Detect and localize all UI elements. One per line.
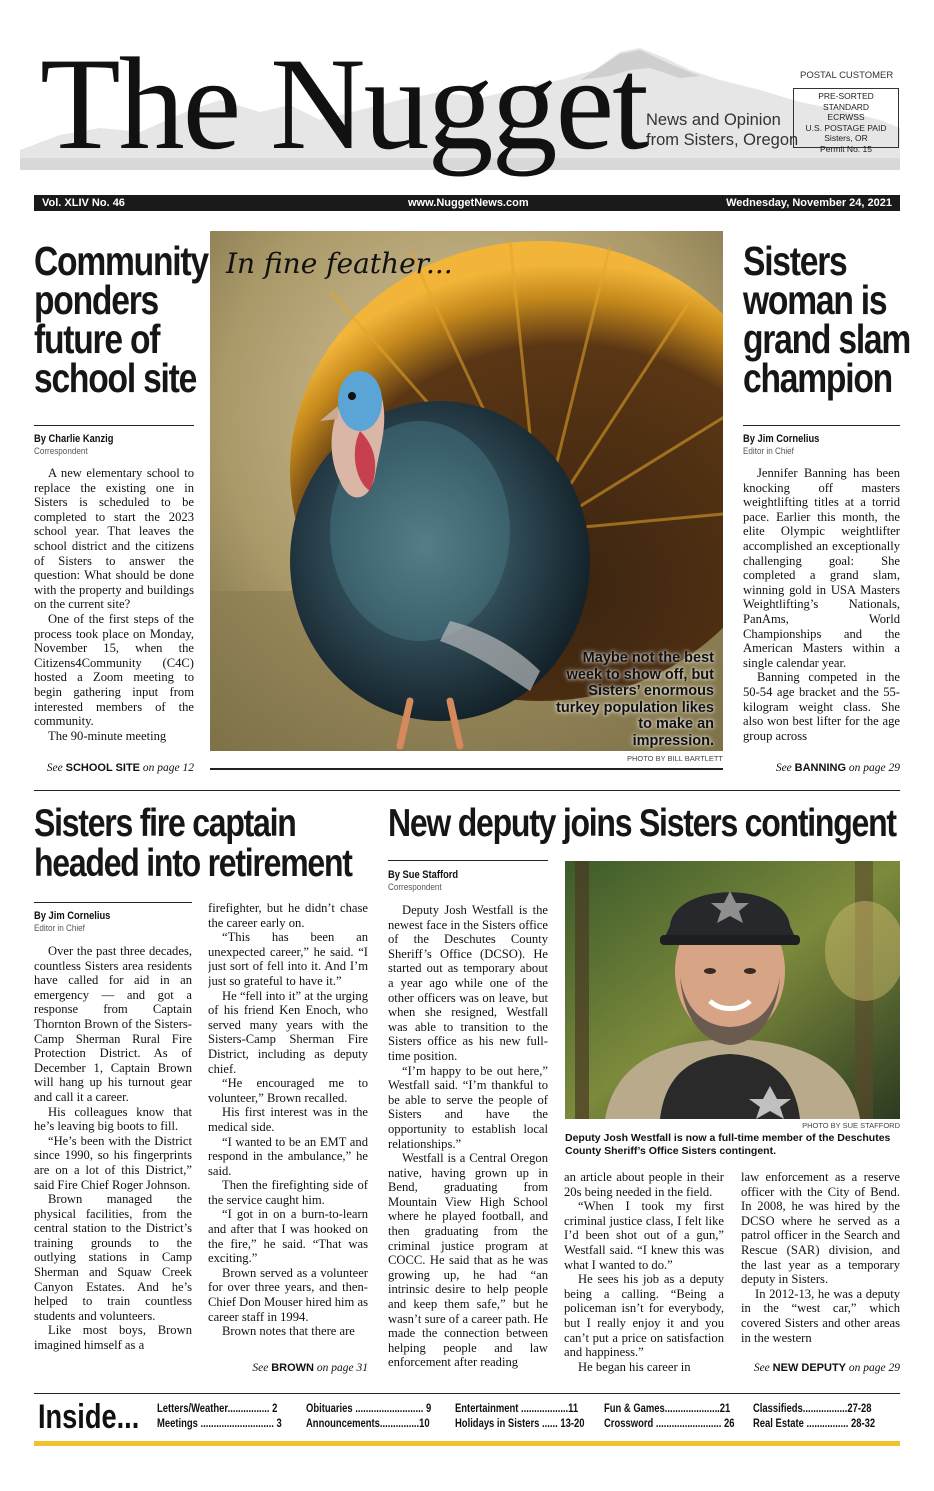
issue-date: Wednesday, November 24, 2021 xyxy=(726,197,892,209)
school-site-byline-role: Correspondent xyxy=(34,446,88,456)
byline-rule xyxy=(34,425,194,426)
new-deputy-body-col1: Deputy Josh Westfall is the newest face in the Sisters office of the Deschutes County Sheriff’s Office (DCSO). He started out as temporary about a year ago while one of the other officers was on leave, but when she resigned, Westfall was able to transition to the Sisters office as his new full-time position. “I’m happy to be out here,” Westfall said. “I’m thankful to be able to serve the people of Sisters and have the opportunity to establish local relationships.” Westfall is a Central Oregon native, having grown up in Bend, graduating from Mountain View High School where he played football, and then graduating from the criminal justice program at COCC. He said that as he was growing up, he had “an intrinsic desire to help people and keep them safe,” but he wasn’t sure of a career path. He made the connection between helping people and law enforcement after reading xyxy=(388,903,548,1370)
banning-byline-role: Editor in Chief xyxy=(743,446,794,456)
new-deputy-body-col2: an article about people in their 20s being needed in the field. “When I took my first criminal justice class, I felt like I’d been shot out of a gun,” Westfall said. “I knew this was what I wanted to do.” He sees his job as a deputy being a calling. “Being a policeman isn’t for everybody, but I really enjoy it and you can’t put a price on satisfaction and happiness.” He began his career in xyxy=(564,1170,724,1374)
deputy-photo-credit: PHOTO BY SUE STAFFORD xyxy=(802,1121,900,1130)
postal-indicia-box: PRE-SORTED STANDARD ECRWSS U.S. POSTAGE PAID Sisters, OR Permit No. 15 xyxy=(793,88,899,148)
masthead-tagline: News and Opinion from Sisters, Oregon xyxy=(646,111,799,149)
banning-headline[interactable]: Sisters woman is grand slam champion xyxy=(743,238,911,401)
fire-captain-byline: By Jim Cornelius xyxy=(34,910,111,922)
new-deputy-jump-link[interactable]: See NEW DEPUTY on page 29 xyxy=(753,1362,900,1374)
new-deputy-byline: By Sue Stafford xyxy=(388,869,459,881)
postal-customer-label: POSTAL CUSTOMER xyxy=(800,70,894,81)
index-column-1[interactable]: Letters/Weather................ 2 Meetings ............................ 3 xyxy=(157,1403,282,1430)
feature-photo-credit: PHOTO BY BILL BARTLETT xyxy=(626,754,723,763)
school-site-body: A new elementary school to replace the existing one in Sisters is scheduled to be completed to start the 2023 school year. That leaves the school district and the citizens of Sisters to answer the question: What should be done with the property and buildings on the current site? One of the first steps of the process took place on Monday, November 15, when the Citizens4Community (C4C) hosted a Zoom meeting to begin gathering input from interested members of the community. The 90-minute meeting xyxy=(34,466,194,743)
website-link[interactable]: www.NuggetNews.com xyxy=(408,197,529,209)
banning-jump-link[interactable]: See BANNING on page 29 xyxy=(775,762,900,774)
index-column-4[interactable]: Fun & Games.....................21 Crossword ......................... 26 xyxy=(604,1403,735,1430)
section-divider xyxy=(34,790,900,791)
byline-rule xyxy=(388,860,548,861)
index-accent-rule xyxy=(34,1441,900,1446)
deputy-photo xyxy=(565,861,900,1119)
volume-number: Vol. XLIV No. 46 xyxy=(42,197,125,209)
fire-captain-headline[interactable]: Sisters fire captain headed into retirement xyxy=(34,802,352,885)
school-site-jump-link[interactable]: See SCHOOL SITE on page 12 xyxy=(46,762,194,774)
inside-index-label: Inside... xyxy=(38,1398,140,1436)
school-site-headline[interactable]: Community ponders future of school site xyxy=(34,238,208,401)
deputy-photo-caption: Deputy Josh Westfall is now a full-time member of the Deschutes County Sheriff’s Office Sisters contingent. xyxy=(565,1132,891,1157)
new-deputy-headline[interactable]: New deputy joins Sisters contingent xyxy=(388,802,896,845)
banning-byline: By Jim Cornelius xyxy=(743,433,820,445)
byline-rule xyxy=(743,425,900,426)
index-column-5[interactable]: Classifieds.................27-28 Real Estate ................ 28-32 xyxy=(753,1403,876,1430)
new-deputy-byline-role: Correspondent xyxy=(388,882,442,892)
deputy-portrait-illustration xyxy=(565,861,900,1119)
banning-body: Jennifer Banning has been knocking off masters weightlifting titles at a torrid pace. Earlier this month, the elite Olympic weightlifter accomplished an exceptionally challenging goal: She completed a grand slam, winning gold in USA Masters Weightlifting’s Nationals, PanAms, World Championships and the American Masters within a single calendar year. Banning competed in the 50-54 age bracket and the 55-kilogram weight class. She also won best lifter for the age group across xyxy=(743,466,900,743)
school-site-byline: By Charlie Kanzig xyxy=(34,433,114,445)
issue-info-bar xyxy=(34,195,900,211)
index-top-rule xyxy=(34,1393,900,1394)
fire-captain-jump-link[interactable]: See BROWN on page 31 xyxy=(252,1362,368,1374)
fire-captain-byline-role: Editor in Chief xyxy=(34,923,85,933)
fire-captain-body-col2: firefighter, but he didn’t chase the career early on. “This has been an unexpected career,” he said. “I just sort of fell into it. And I’m just so grateful to have it.” He “fell into it” at the urging of his friend Ken Enoch, who served many years with the Sisters-Camp Sherman Fire District, including as deputy chief. “He encouraged me to volunteer,” Brown recalled. His first interest was in the medical side. “I wanted to be an EMT and respond in the ambulance,” he said. Then the firefighting side of the service caught him. “I got in on a burn-to-learn and after that I was hooked on the fire,” he said. “That was exciting.” Brown served as a volunteer for over three years, and then-Chief Don Mouser hired him as career staff in 1994. Brown notes that there are xyxy=(208,901,368,1339)
fire-captain-body-col1: Over the past three decades, countless Sisters area residents have called for aid in an emergency — and got a response from Captain Thornton Brown of the Sisters-Camp Sherman Rural Fire Protection District. As of December 1, Captain Brown will hang up his turnout gear and call it a career. His colleagues know that he’s leaving big boots to fill. “He’s been with the District since 1990, so his fingerprints are on a lot of this District,” said Fire Chief Roger Johnson. Brown managed the physical facilities, from the central station to the District’s training grounds to the outlying stations in Camp Sherman and Squaw Creek Canyon Estates. And he’s helped to train countless students and volunteers. Like most boys, Brown imagined himself as a xyxy=(34,944,192,1353)
feature-rule xyxy=(210,768,723,770)
byline-rule xyxy=(34,902,192,903)
new-deputy-body-col3: law enforcement as a reserve officer with the City of Bend. In 2008, he was hired by the DCSO where he served as a patrol officer in the Search and Rescue (SAR) division, and the last year as a temporary deputy in Sisters. In 2012-13, he was a deputy in the “west car,” which covered Sisters and other areas in the western xyxy=(741,1170,900,1345)
feature-photo-caption: Maybe not the best week to show off, but Sisters’ enormous turkey population likes to make an impression. xyxy=(556,650,714,749)
index-column-3[interactable]: Entertainment ..................11 Holidays in Sisters ...... 13-20 xyxy=(455,1403,585,1430)
index-column-2[interactable]: Obituaries .......................... 9 Announcements...............10 xyxy=(306,1403,432,1430)
feature-photo-title: In fine feather... xyxy=(226,247,453,280)
newspaper-title: The Nugget xyxy=(40,30,647,177)
